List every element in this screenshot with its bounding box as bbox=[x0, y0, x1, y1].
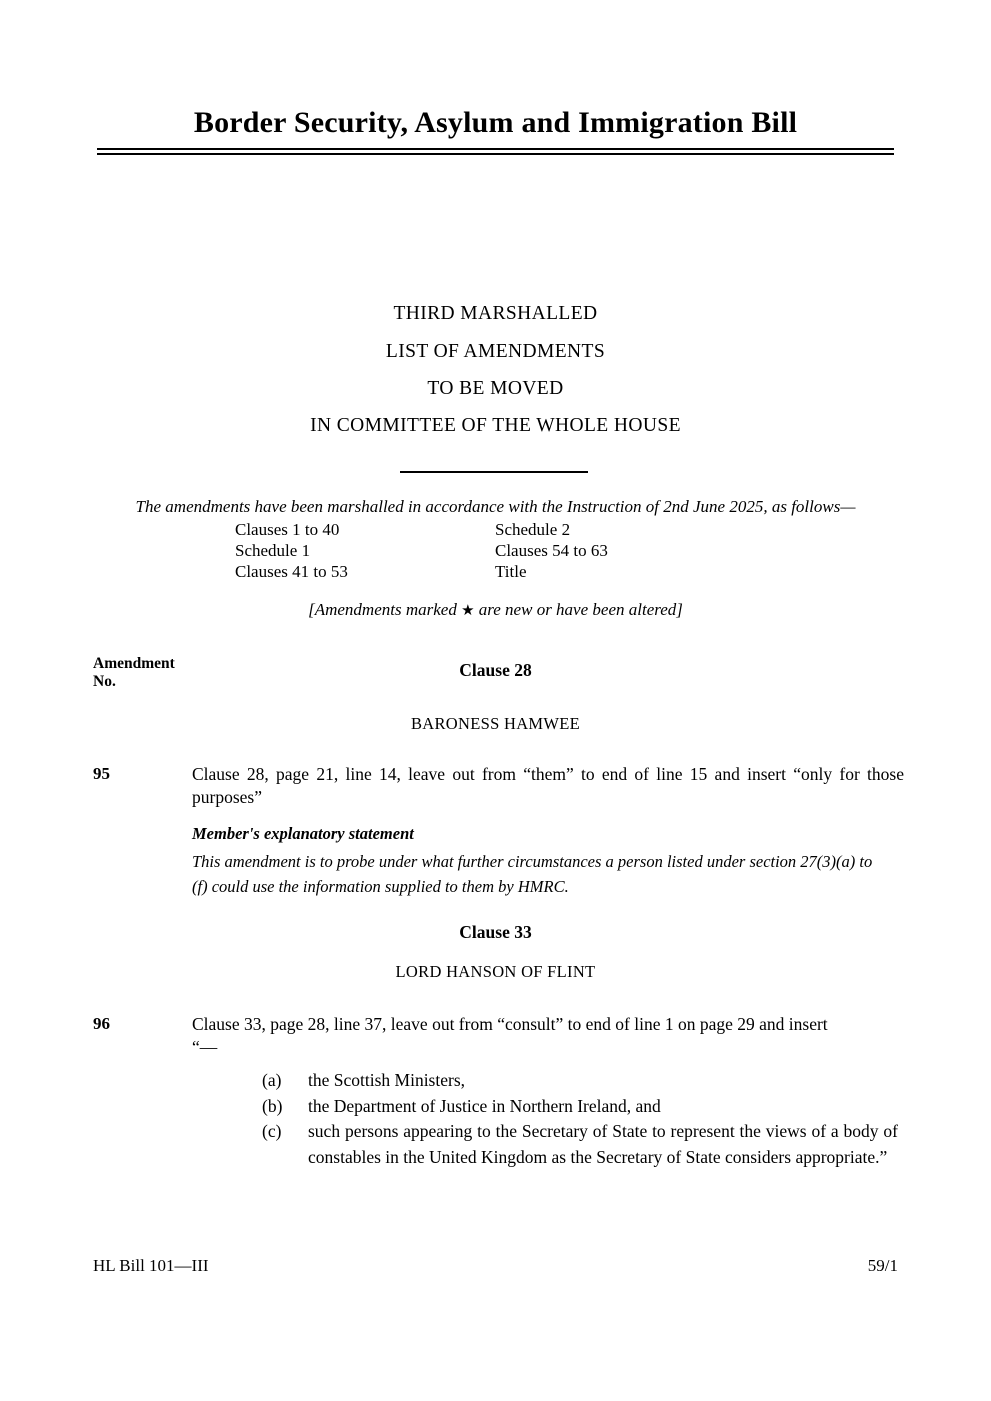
note-suffix: are new or have been altered] bbox=[474, 600, 683, 619]
page-sheet-number: 59/1 bbox=[867, 1256, 898, 1275]
bill-reference-number: HL Bill 101—III bbox=[93, 1256, 209, 1275]
marshalling-entry: Schedule 1 bbox=[235, 541, 311, 560]
list-item-a bbox=[262, 1068, 898, 1094]
clause-33-heading: Clause 33 bbox=[459, 922, 532, 942]
marshalling-instruction: The amendments have been marshalled in accordance with the Instruction of 2nd June 2025, as follows— bbox=[135, 497, 856, 516]
marshalled-heading-line2: LIST OF AMENDMENTS bbox=[385, 341, 606, 362]
list-item-a-label: (a) bbox=[262, 1070, 282, 1090]
amendment-label-line1: Amendment bbox=[93, 655, 175, 672]
explanatory-statement-text: This amendment is to probe under what further circumstances a person listed under section 27(3)(a) to (f) could use the information supplied to them by HMRC. bbox=[192, 852, 873, 896]
clause-33-mover-name: LORD HANSON OF FLINT bbox=[395, 962, 596, 981]
amendment-96-open-quote-dash: “— bbox=[192, 1037, 218, 1057]
amendment-label-line2: No. bbox=[93, 672, 116, 690]
amendment-96-inserted-list bbox=[262, 1068, 898, 1170]
marshalling-entry: Schedule 2 bbox=[495, 520, 571, 539]
amendment-95-number: 95 bbox=[93, 764, 110, 783]
list-item-c-text: such persons appearing to the Secretary of State to represent the views of a body of constables in the United Kingdom as the Secretary of State considers appropriate.” bbox=[308, 1121, 898, 1167]
star-icon: ★ bbox=[461, 603, 475, 619]
list-item-b-text: the Department of Justice in Northern Ireland, and bbox=[308, 1095, 661, 1116]
amendment-96-text-intro: Clause 33, page 28, line 37, leave out from “consult” to end of line 1 on page 29 and insert bbox=[192, 1014, 828, 1034]
clause-28-heading: Clause 28 bbox=[459, 660, 532, 680]
marshalling-entry: Clauses 41 to 53 bbox=[235, 562, 348, 581]
clause-28-mover-name: BARONESS HAMWEE bbox=[410, 714, 581, 733]
marshalling-column-2 bbox=[495, 519, 608, 582]
amendment-96-text bbox=[192, 1013, 904, 1059]
list-item-c-label: (c) bbox=[262, 1121, 282, 1141]
list-item-a-text: the Scottish Ministers, bbox=[308, 1070, 466, 1090]
amendments-marked-note bbox=[0, 600, 991, 620]
list-item-b-label: (b) bbox=[262, 1095, 283, 1116]
amendment-95-text: Clause 28, page 21, line 14, leave out from “them” to end of line 15 and insert “only for those purposes” bbox=[192, 764, 904, 807]
list-item-b bbox=[262, 1094, 898, 1120]
marshalled-heading-line1: THIRD MARSHALLED bbox=[393, 303, 598, 324]
marshalled-heading-line4: IN COMMITTEE OF THE WHOLE HOUSE bbox=[310, 415, 681, 436]
note-prefix: [Amendments marked bbox=[308, 600, 462, 619]
section-divider-rule bbox=[400, 471, 588, 473]
marshalling-entry: Clauses 54 to 63 bbox=[495, 541, 608, 560]
title-double-rule bbox=[97, 148, 894, 155]
marshalling-entry: Title bbox=[495, 562, 527, 581]
bill-title: Border Security, Asylum and Immigration Bill bbox=[193, 106, 798, 139]
marshalled-heading-line3: TO BE MOVED bbox=[427, 378, 564, 399]
amendment-96-number: 96 bbox=[93, 1014, 110, 1033]
marshalling-entry: Clauses 1 to 40 bbox=[235, 520, 340, 539]
list-item-c bbox=[262, 1119, 898, 1170]
explanatory-statement-label: Member's explanatory statement bbox=[192, 824, 414, 843]
marshalling-column-1 bbox=[235, 519, 348, 582]
